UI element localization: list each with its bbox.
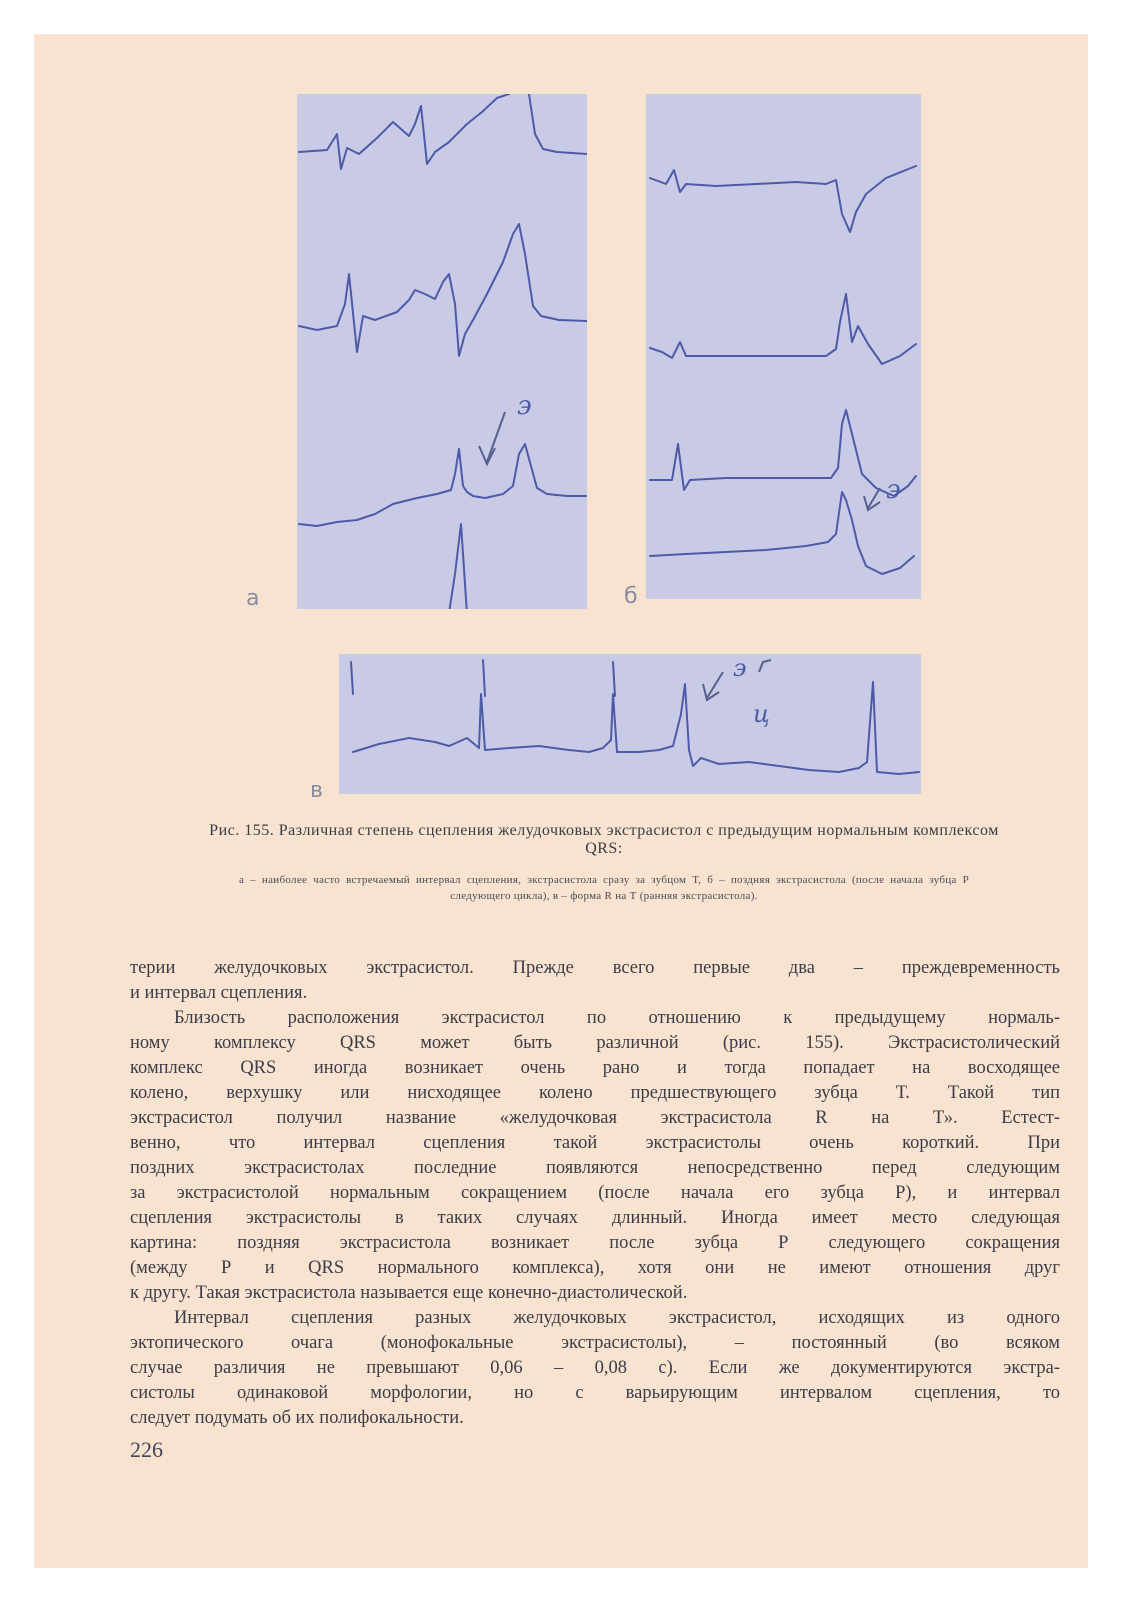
ecg-trace-b1 <box>650 166 916 232</box>
annotation-extrasystole-a: э <box>517 391 532 421</box>
ecg-panel-a-traces <box>297 94 587 609</box>
text-line: (между Р и QRS нормального комплекса), хотя они не имеют отношения друг <box>130 1258 1060 1278</box>
figure-label-c: в <box>310 778 323 803</box>
ecg-panel-b <box>646 94 921 599</box>
ecg-marker-1 <box>351 662 353 694</box>
ecg-panel-b-traces <box>646 94 921 599</box>
figure-legend: а – наиболее часто встречаемый интервал сцепления, экстрасистола сразу за зубцом Т, б – поздняя экстрасистола (после начала зубца Р следующего цикла), в – форма R на Т (ранняя экстрасистола). <box>239 874 969 902</box>
text-line: поздних экстрасистолах последние появляются непосредственно перед следующим <box>130 1158 1060 1178</box>
ecg-trace-a2 <box>299 224 587 356</box>
text-line: картина: поздняя экстрасистола возникает после зубца Р следующего сокращения <box>130 1233 1060 1253</box>
text-line: экстрасистол получил название «желудочковая экстрасистола R на Т». Естест- <box>130 1108 1060 1128</box>
paragraph-3 <box>130 1306 1060 1431</box>
ecg-trace-a4 <box>299 524 587 609</box>
ecg-trace-b2 <box>650 294 916 364</box>
text-line: сцепления экстрасистолы в таких случаях длинный. Иногда имеет место следующая <box>130 1208 1060 1228</box>
page-number: 226 <box>130 1437 163 1462</box>
text-line: комплекс QRS иногда возникает очень рано и тогда попадает на восходящее <box>130 1058 1060 1078</box>
ecg-trace-a3 <box>299 444 587 526</box>
ecg-marker-2 <box>483 660 485 696</box>
ecg-trace-b3 <box>650 410 916 496</box>
text-line: случае различия не превышают 0,06 – 0,08 с). Если же документируются экстра- <box>130 1358 1060 1378</box>
ecg-trace-b4 <box>650 492 914 574</box>
figure-label-a: а <box>246 586 260 611</box>
ecg-panel-c-traces <box>339 654 921 794</box>
annotation-extrasystole-c: э <box>733 654 747 682</box>
ecg-panel-a <box>297 94 587 609</box>
figure-caption <box>194 822 1014 858</box>
figure-caption-text: Рис. 155. Различная степень сцепления желудочковых экстрасистол с предыдущим нормальным комплексом QRS: <box>209 822 999 857</box>
cycle-mark-hook <box>759 660 771 672</box>
ecg-trace-c <box>353 682 919 774</box>
page-sheet <box>34 34 1088 1568</box>
text-line: эктопического очага (монофокальные экстрасистолы), – постоянный (во всяком <box>130 1333 1060 1353</box>
body-text <box>130 956 1060 1431</box>
text-line: Близость расположения экстрасистол по отношению к предыдущему нормаль- <box>174 1008 1060 1028</box>
text-line: систолы одинаковой морфологии, но с варьирующим интервалом сцепления, то <box>130 1383 1060 1403</box>
annotation-extrasystole-b: э <box>886 475 901 505</box>
ecg-trace-a1 <box>299 94 587 169</box>
text-line: ному комплексу QRS может быть различной (рис. 155). Экстрасистолический <box>130 1033 1060 1053</box>
text-line: и интервал сцепления. <box>130 983 308 1003</box>
paragraph-1 <box>130 956 1060 1006</box>
annotation-cycle-mark: ц <box>753 700 770 728</box>
text-line: за экстрасистолой нормальным сокращением (после начала его зубца Р), и интервал <box>130 1183 1060 1203</box>
text-line: следует подумать об их полифокальности. <box>130 1408 464 1428</box>
paragraph-2 <box>130 1006 1060 1306</box>
text-line: колено, верхушку или нисходящее колено предшествующего зубца Т. Такой тип <box>130 1083 1060 1103</box>
text-line: венно, что интервал сцепления такой экстрасистолы очень короткий. При <box>130 1133 1060 1153</box>
figure-label-b: б <box>624 584 638 609</box>
ecg-marker-3 <box>613 662 615 696</box>
text-line: к другу. Такая экстрасистола называется еще конечно-диастолической. <box>130 1283 688 1303</box>
ecg-panel-c <box>339 654 921 794</box>
text-line: Интервал сцепления разных желудочковых экстрасистол, исходящих из одного <box>174 1308 1060 1328</box>
text-line: терии желудочковых экстрасистол. Прежде всего первые два – преждевременность <box>130 958 1060 978</box>
extrasystole-arrow-a <box>487 412 505 462</box>
